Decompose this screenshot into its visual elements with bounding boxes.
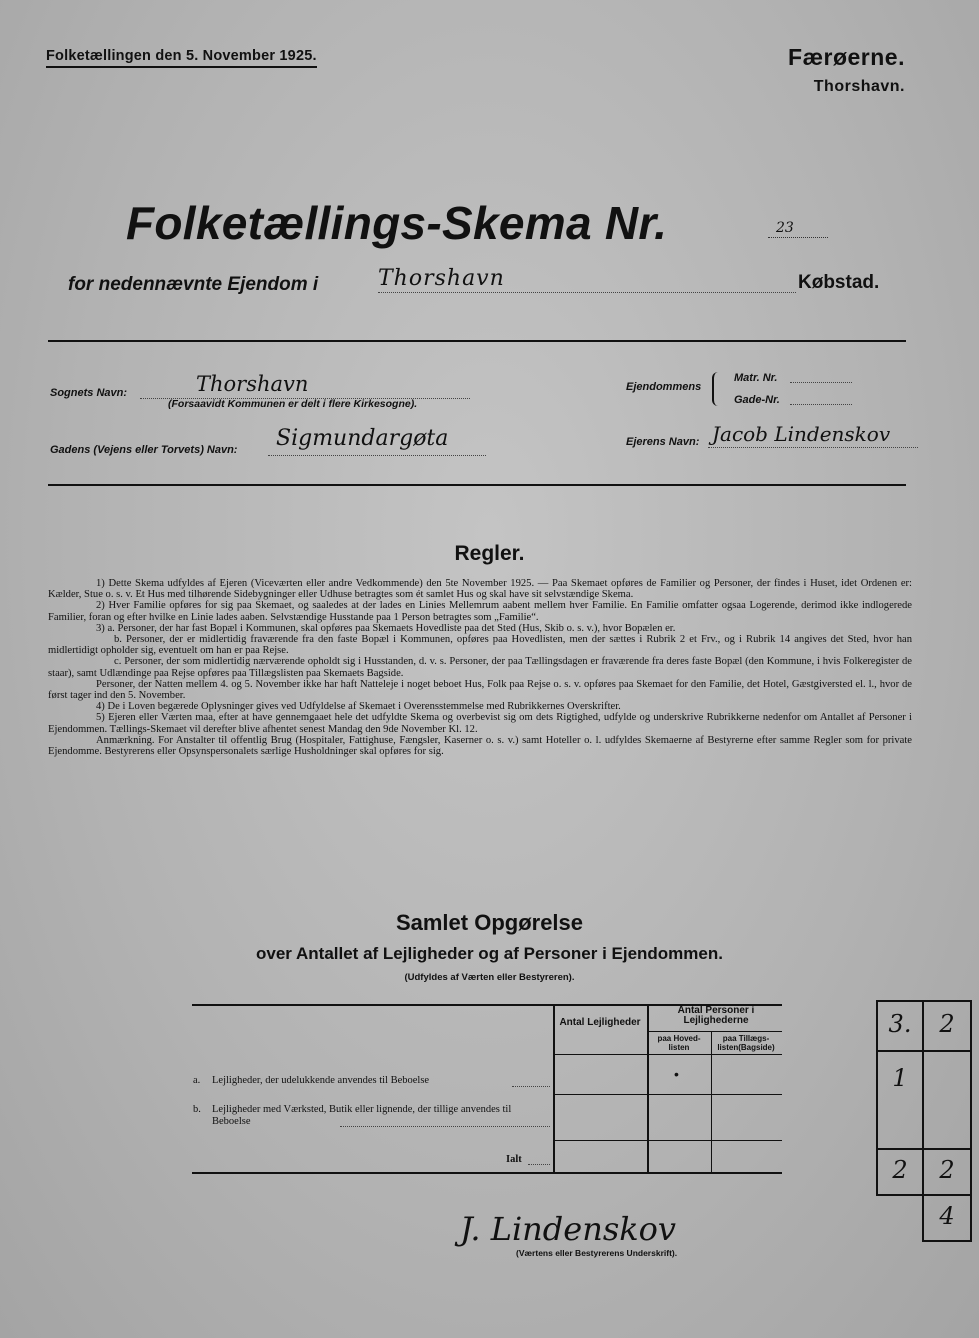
tally-r4c2: 4 — [939, 1202, 955, 1230]
rule-paragraph: 1) Dette Skema udfyldes af Ejeren (Viceværten eller andre Vedkommende) den 5te November 1925. — Paa Skemaet opføres de Familier og Personer, der findes i Huset, idet Ordenen er: Kælder, Stue o. s. v. Et Hus med tilhørende Sidebygninger eller Udhuse betragtes som ét samlet Hus og skal have sit selvstændige Skema. — [48, 578, 912, 601]
rules-text — [48, 578, 912, 757]
rule-paragraph: 5) Ejeren eller Værten maa, efter at have gennemgaaet hele det udfyldte Skema og overbevist sig om dets Rigtighed, udfylde og underskrive Rubrikkerne nedenfor om Antallet af Personer i Ejendommen. Tællings-Skemaet vil derefter blive afhentet senest Mandag den 9de November Kl. 12. — [48, 712, 912, 735]
row-b-letter: b. — [193, 1104, 201, 1115]
street-line — [268, 455, 486, 456]
rule-paragraph: c. Personer, der som midlertidig nærværende opholdt sig i Husstanden, d. v. s. Personer, der paa Tællingsdagen er fraværende fra deres faste Bopæl (den Kommune, i hvis Folkeregister de staar), samt Udlændinge paa Rejse opføres paa Tillægslisten paa Skemaets Bagside. — [48, 656, 912, 679]
form-title: Folketællings-Skema Nr. — [126, 197, 668, 249]
region-header: Færøerne. — [788, 44, 905, 70]
rule-note: Anmærkning. For Anstalter til offentlig Brug (Hospitaler, Fattighuse, Fængsler, Kaserner o. s. v.) samt Hoteller o. l. udfyldes Skemaerne af Bestyrerne efter samme Regler som for private Ejendomme. Bestyrerens eller Opsynspersonalets særlige Husholdninger skal opføres for sig. — [48, 734, 912, 758]
total-label: Ialt — [506, 1154, 522, 1165]
street-value: Sigmundargøta — [276, 426, 449, 451]
rule-paragraph: 3) a. Personer, der har fast Bopæl i Kommunen, skal opføres paa Skemaets Hovedliste paa det Sted (Hus, Skib o. s. v.), hvor Bopælen er. — [96, 622, 676, 634]
signature-caption: (Værtens eller Bestyrerens Underskrift). — [516, 1248, 678, 1258]
form-number: 23 — [776, 220, 794, 236]
parish-note: (Forsaavidt Kommunen er delt i flere Kirkesogne). — [168, 398, 418, 410]
summary-note: (Udfyldes af Værten eller Bestyreren). — [404, 972, 575, 983]
rule-paragraph: 2) Hver Familie opføres for sig paa Skemaet, og saaledes at der lades en Linies Mellemrum aabent mellem hver Familie. En Familie omfatter ogsaa Logerende, derimod ikke indlogerede Familier, foran og efter hvilke en Linie lades aaben. Selvstændige Husstande paa 1 Person betragtes som „Familie“. — [48, 600, 912, 623]
summary-title: Samlet Opgørelse — [395, 910, 584, 935]
rules-heading: Regler. — [454, 542, 525, 565]
form-number-line — [768, 237, 828, 238]
col-persons-header: Antal Personer i Lejlighederne — [677, 1005, 755, 1026]
matr-line — [790, 382, 852, 383]
street-label: Gadens (Vejens eller Torvets) Navn: — [50, 444, 238, 456]
tally-r3c2: 2 — [939, 1156, 955, 1184]
parish-value: Thorshavn — [196, 372, 309, 396]
matr-label: Matr. Nr. — [734, 372, 778, 384]
census-date-header: Folketællingen den 5. November 1925. — [46, 48, 317, 68]
divider-top — [48, 340, 906, 342]
city-line — [378, 292, 796, 293]
tally-r3c1: 2 — [892, 1156, 908, 1184]
town-header: Thorshavn. — [813, 78, 905, 95]
col-apartments-header: Antal Lejligheder — [559, 1017, 641, 1028]
summary-subtitle: over Antallet af Lejligheder og af Personer i Ejendommen. — [256, 944, 723, 963]
rule-paragraph: b. Personer, der er midlertidig fraværende fra den faste Bopæl i Kommunen, opføres paa Hovedlisten, men der sættes i Rubrik 2 et Frv., og i Rubrik 14 angives det Sted, hvor han midlertidigt opholder sig, eventuelt om han er paa Rejse. — [48, 634, 912, 657]
rule-paragraph: 4) De i Loven begærede Oplysninger gives ved Udfyldelse af Skemaet i Overensstemmelse med Rubrikkernes Overskrifter. — [96, 701, 621, 713]
col-main-list-header: paa Hoved-listen — [657, 1034, 701, 1052]
city-handwritten: Thorshavn — [378, 266, 505, 291]
col-supplement-list-header: paa Tillægs-listen(Bagside) — [717, 1034, 775, 1052]
row-a-label: Lejligheder, der udelukkende anvendes til Beboelse — [212, 1075, 430, 1086]
tally-r2c1: 1 — [892, 1064, 908, 1092]
gade-line — [790, 404, 852, 405]
owner-label: Ejerens Navn: — [626, 436, 700, 448]
row-a-mark: • — [674, 1066, 679, 1082]
signature: J. Lindenskov — [460, 1210, 676, 1248]
divider-bottom — [48, 484, 906, 486]
owner-value: Jacob Lindenskov — [712, 422, 891, 446]
tally-r1c2: 2 — [939, 1010, 955, 1038]
row-b-label: Lejligheder med Værksted, Butik eller lignende, der tillige anvendes til Beboelse — [212, 1104, 512, 1127]
tally-r1c1: 3. — [888, 1010, 912, 1038]
gade-label: Gade-Nr. — [734, 394, 780, 406]
property-brace — [712, 372, 722, 406]
town-kind: Købstad. — [798, 272, 880, 293]
property-location-label: for nedennævnte Ejendom i — [68, 274, 319, 295]
parish-label: Sognets Navn: — [50, 387, 128, 399]
owner-line — [708, 447, 918, 448]
row-a-letter: a. — [193, 1075, 201, 1086]
property-label: Ejendommens — [626, 381, 702, 393]
rule-paragraph: Personer, der Natten mellem 4. og 5. November ikke har haft Natteleje i noget beboet Hus, Folk paa Rejse o. s. v. opføres paa Skemaet for den Familie, det Hotel, Gæstgiversted el. l., hvor de først tager ind den 5. November. — [48, 678, 912, 702]
